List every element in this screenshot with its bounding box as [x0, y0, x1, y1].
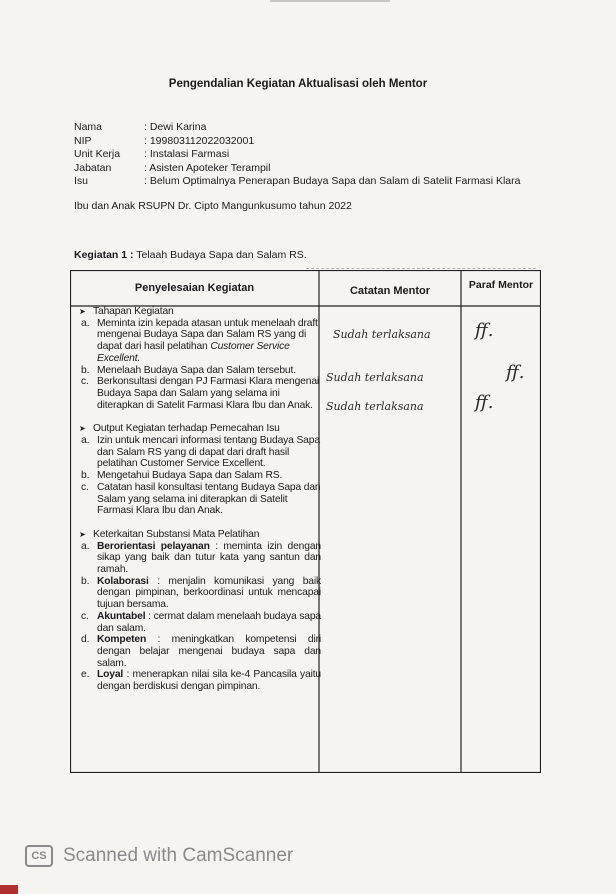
mentor-table: [70, 270, 541, 773]
item-text: [97, 470, 321, 482]
item-letter: a.: [81, 435, 90, 447]
item-text: [97, 435, 321, 470]
list-item: [79, 365, 321, 377]
info-label: Nama: [74, 121, 103, 133]
section-title-text: Output Kegiatan terhadap Pemecahan Isu: [93, 423, 280, 435]
item-body: : meningkatkan kompetensi diri dengan belajar mengenai budaya sapa dan salam.: [97, 634, 321, 669]
item-body: Meminta izin kepada atasan untuk menelaah draft mengenai Budaya Sapa dan Salam RS yang di dapat dari hasil pelatihan: [97, 317, 318, 353]
info-value: : Belum Optimalnya Penerapan Budaya Sapa dan Salam di Satelit Farmasi Klara: [144, 175, 521, 188]
list-item: [79, 576, 321, 611]
list-item: [79, 541, 321, 576]
header-paraf: Paraf Mentor: [468, 279, 534, 291]
item-letter: a.: [81, 540, 90, 552]
item-body: : meminta izin dengan sikap yang baik dan tutur kata yang santun dan ramah.: [97, 540, 321, 576]
section-title: [79, 423, 321, 435]
item-text: [97, 318, 321, 365]
header-catatan: Catatan Mentor: [349, 285, 431, 297]
scanner-watermark: [25, 845, 293, 867]
item-italic: Customer Service Excellent.: [97, 341, 290, 364]
header-penyelesaian: Penyelesaian Kegiatan: [134, 282, 255, 294]
arrow-bullet-icon: ➤: [79, 424, 86, 434]
item-text: [97, 669, 321, 692]
watermark-text: Scanned with CamScanner: [63, 845, 294, 866]
item-text: [97, 376, 321, 411]
item-text: [97, 611, 321, 634]
info-row: [74, 148, 520, 162]
item-letter: b.: [81, 470, 90, 482]
info-row: [74, 175, 520, 189]
activity-content: [79, 306, 321, 693]
info-row: [74, 121, 520, 135]
item-body: Mengetahui Budaya Sapa dan Salam RS.: [97, 470, 283, 482]
item-letter: c.: [81, 481, 89, 493]
item-text: [97, 482, 321, 517]
info-label: Unit Kerja: [74, 148, 121, 161]
list-item: [79, 611, 321, 634]
item-text: [97, 576, 321, 611]
item-keyword: Akuntabel: [97, 610, 146, 622]
item-letter: b.: [81, 575, 90, 587]
item-body: Catatan hasil konsultasi tentang Budaya Sapa dan Salam yang selama ini diterapkan di Satelit Farmasi Klara Ibu dan Anak.: [97, 481, 321, 517]
list-item: [79, 669, 321, 692]
list-item: [79, 634, 321, 669]
item-body: Berkonsultasi dengan PJ Farmasi Klara mengenai Budaya Sapa dan Salam yang selama ini diterapkan di Satelit Farmasi Klara Ibu dan Anak.: [97, 376, 320, 411]
item-keyword: Kompeten: [97, 634, 147, 646]
section-title: [79, 306, 321, 318]
list-item: [79, 435, 321, 470]
item-letter: b.: [81, 364, 90, 376]
info-block: [74, 121, 520, 189]
paraf-1: ff.: [475, 320, 494, 341]
item-text: [97, 634, 321, 669]
item-keyword: Loyal: [97, 669, 124, 681]
info-label: Isu: [74, 175, 89, 188]
activity-label: Kegiatan 1 :: [74, 249, 134, 261]
item-text: [97, 365, 321, 377]
info-label: Jabatan: [74, 161, 112, 174]
scan-edge-line: [270, 0, 390, 2]
activity-text: Telaah Budaya Sapa dan Salam RS.: [133, 249, 307, 261]
item-letter: c.: [81, 610, 89, 622]
item-body: Menelaah Budaya Sapa dan Salam tersebut.: [97, 364, 296, 376]
section-title-text: Keterkaitan Substansi Mata Pelatihan: [93, 528, 260, 540]
item-body: : menerapkan nilai sila ke-4 Pancasila yaitu dengan berdiskusi dengan pimpinan.: [97, 669, 321, 693]
info-continuation: Ibu dan Anak RSUPN Dr. Cipto Mangunkusumo tahun 2022: [74, 200, 352, 212]
item-keyword: Kolaborasi: [97, 575, 149, 587]
info-value: : Asisten Apoteker Terampil: [144, 161, 271, 174]
item-keyword: Berorientasi pelayanan: [97, 540, 210, 552]
camscanner-logo: CS: [25, 845, 53, 867]
paraf-2: ff.: [506, 362, 525, 383]
document-title: Pengendalian Kegiatan Aktualisasi oleh Mentor: [168, 78, 428, 90]
activity-heading: [74, 249, 307, 261]
item-letter: e.: [81, 669, 90, 681]
section-title: [79, 529, 321, 541]
item-body: Izin untuk mencari informasi tentang Budaya Sapa dan Salam RS yang di dapat dari draft hasil pelatihan Customer Service Excellent.: [97, 435, 320, 470]
mentor-note-1: Sudah terlaksana: [333, 328, 431, 341]
corner-mark: [0, 885, 18, 894]
section-title-text: Tahapan Kegiatan: [93, 306, 174, 317]
list-item: [79, 482, 321, 517]
arrow-bullet-icon: ➤: [79, 307, 86, 316]
info-label: NIP: [74, 134, 92, 147]
dashed-line: [306, 268, 536, 269]
item-text: [97, 541, 321, 576]
info-value: : Instalasi Farmasi: [144, 148, 230, 161]
mentor-note-3: Sudah terlaksana: [326, 400, 424, 413]
mentor-note-2: Sudah terlaksana: [326, 371, 424, 384]
paraf-3: ff.: [475, 392, 494, 413]
info-row: [74, 162, 520, 176]
info-row: [74, 135, 520, 149]
list-item: [79, 318, 321, 365]
info-value: : 199803112022032001: [144, 134, 255, 147]
item-body: : menjalin komunikasi yang baik dengan pimpinan, berkoordinasi untuk mencapai tujuan bersama.: [97, 575, 321, 611]
arrow-bullet-icon: ➤: [79, 529, 86, 539]
item-body: : cermat dalam menelaah budaya sapa dan salam.: [97, 610, 321, 634]
item-letter: a.: [81, 317, 90, 329]
item-letter: d.: [81, 634, 90, 646]
info-value: : Dewi Karina: [144, 121, 207, 133]
list-item: [79, 470, 321, 482]
item-letter: c.: [81, 376, 89, 388]
list-item: [79, 376, 321, 411]
